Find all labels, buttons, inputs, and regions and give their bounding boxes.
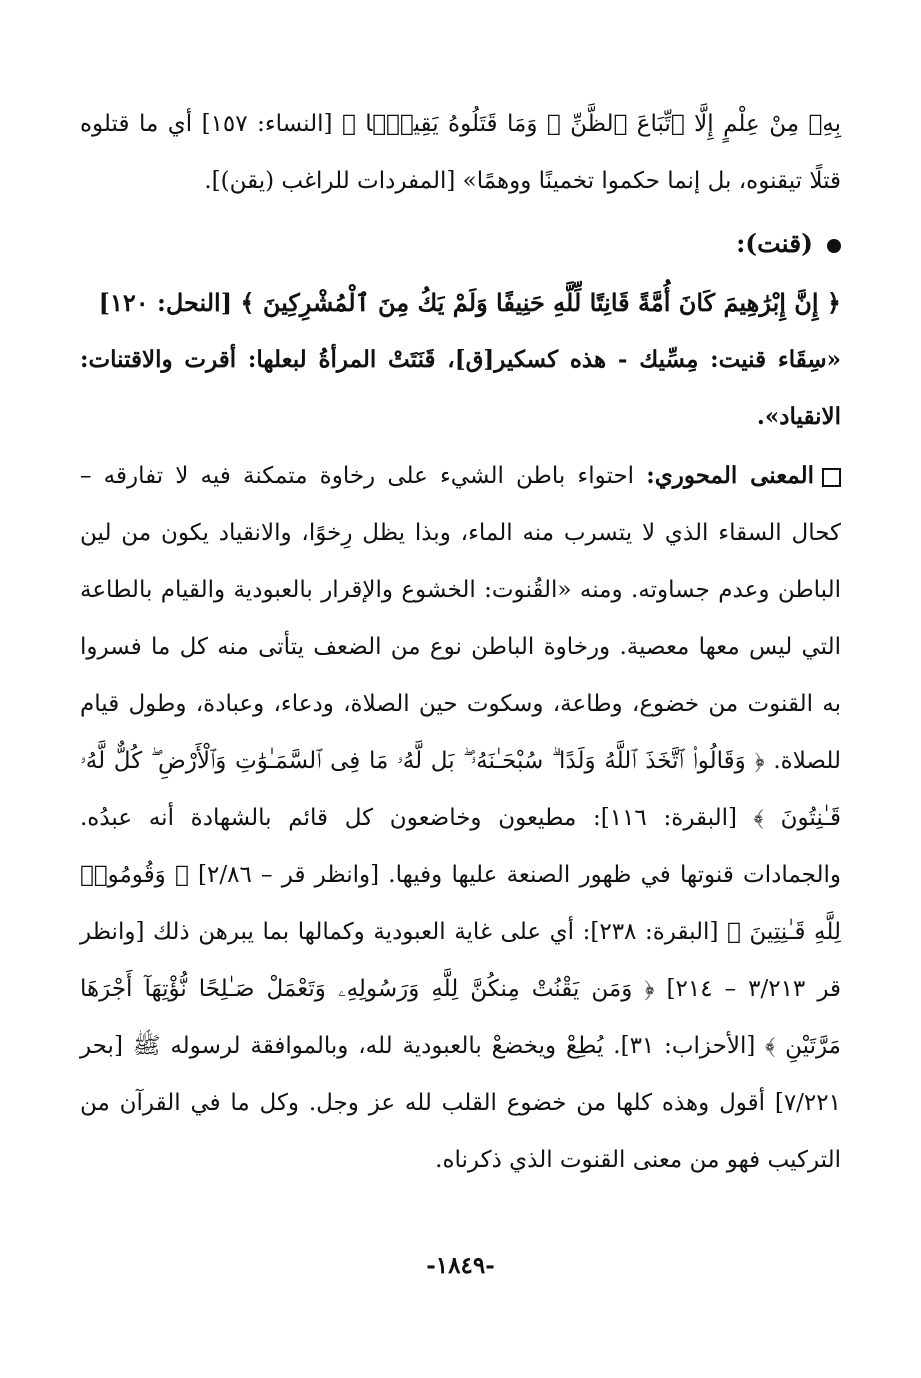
central-meaning-paragraph xyxy=(80,447,841,1189)
central-meaning-body: احتواء باطن الشيء على رخاوة متمكنة فيه لا تفارقه – كحال السقاء الذي لا يتسرب منه الماء، وبذا يظل رِخوًا، والانقياد يكون من لين الباطن وعدم جساوته. ومنه «القُنوت: الخشوع والإقرار بالعبودية والقيام بالطاعة التي ليس معها معصية. ورخاوة الباطن نوع من الضعف يتأتى منه كل ما فسروا به القنوت من خضوع، وطاعة، وسكوت حين الصلاة، ودعاء، وعبادة، وطول قيام للصلاة. ﴿ وَقَالُوا۟ ٱتَّخَذَ ٱللَّهُ وَلَدًا ۗ سُبْحَـٰنَهُۥ ۖ بَل لَّهُۥ مَا فِى ٱلسَّمَـٰوَٰتِ وَٱلْأَرْضِ ۖ كُلٌّ لَّهُۥ قَـٰنِتُونَ ﴾ [البقرة: ١١٦]: مطيعون وخاضعون كل قائم بالشهادة أنه عبدُه. والجمادات قنوتها في ظهور الصنعة عليها وفيها. [وانظر قر – ٢/٨٦] ﴿ وَقُومُوا۟ لِلَّهِ قَـٰنِتِينَ ﴾ [البقرة: ٢٣٨]: أي على غاية العبودية وكمالها بما يبرهن ذلك [وانظر قر ٣/٢١٣ – ٢١٤] ﴿ وَمَن يَقْنُتْ مِنكُنَّ لِلَّهِ وَرَسُولِهِۦ وَتَعْمَلْ صَـٰلِحًا نُّؤْتِهَآ أَجْرَهَا مَرَّتَيْنِ ﴾ [الأحزاب: ٣١]. يُطِعْ ويخضعْ بالعبودية لله، وبالموافقة لرسوله ﷺ [بحر ٧/٢٢١] أقول وهذه كلها من خضوع القلب لله عز وجل. وكل ما في القرآن من التركيب فهو من معنى القنوت الذي ذكرناه. xyxy=(80,463,842,1173)
lexical-definition: «سِقَاء قنيت: مِسِّيك - هذه كسكير[ق]، قَنَتَتْ المرأةُ لبعلها: أقرت والاقتنات: الانقياد». xyxy=(80,346,841,430)
quran-verse: ﴿ إِنَّ إِبْرَٰهِيمَ كَانَ أُمَّةً قَانِتًا لِّلَّهِ حَنِيفًا وَلَمْ يَكُ مِنَ ٱلْمُشْرِكِينَ ﴾ [النحل: ١٢٠] xyxy=(98,288,841,317)
entry-headword: (قنت): xyxy=(736,229,813,258)
central-meaning-title: المعنى المحوري: xyxy=(646,462,814,489)
page-content xyxy=(80,96,841,1189)
entry-heading xyxy=(80,214,841,274)
continuation-paragraph: بِهِۦ مِنْ عِلْمٍ إِلَّا ٱتِّبَاعَ ٱلظَّنِّ ۚ وَمَا قَتَلُوهُ يَقِينًۢا ﴾ [النساء: ١٥٧] أي ما قتلوه قتلًا تيقنوه، بل إنما حكموا تخمينًا ووهمًا» [المفردات للراغب (يقن)]. xyxy=(80,111,842,194)
bullet-icon xyxy=(827,239,841,253)
square-box-icon xyxy=(822,468,841,487)
page-number: -١٨٤٩- xyxy=(426,1252,495,1279)
